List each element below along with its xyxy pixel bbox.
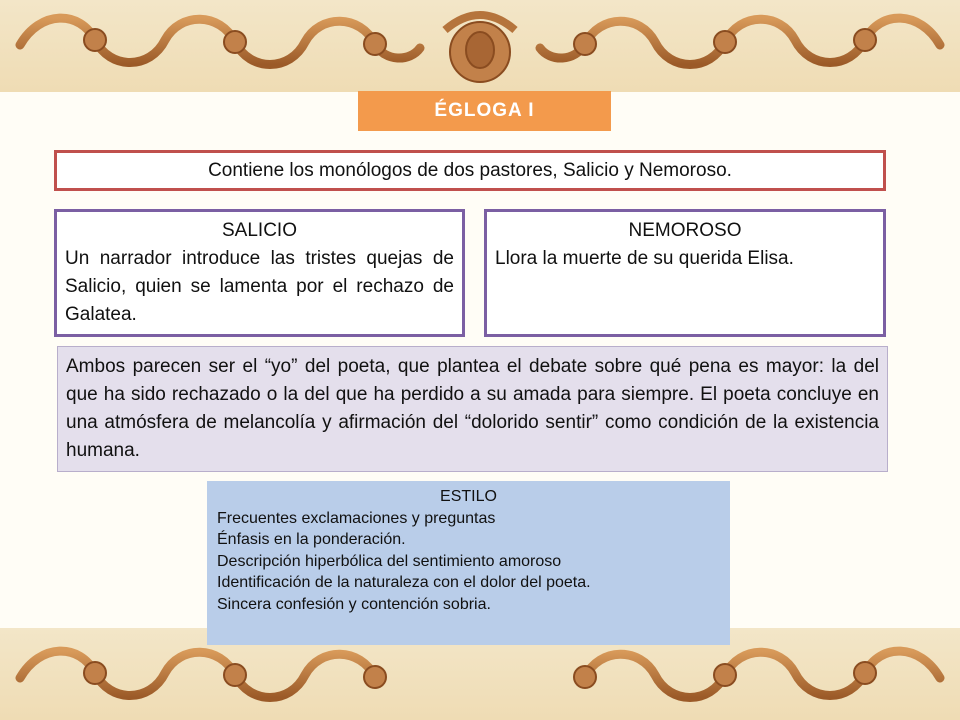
both-poet-box: Ambos parecen ser el “yo” del poeta, que plantea el debate sobre qué pena es mayor: la del que ha sido rechazado o la del que ha perdido a su amada para siempre. El poeta concluye en una atmósfera de melancolía y afirmación del “dolorido sentir” como condición de la existencia humana. — [57, 346, 888, 472]
estilo-item: Identificación de la naturaleza con el dolor del poeta. — [217, 574, 591, 591]
nemoroso-box — [484, 209, 886, 337]
salicio-box — [54, 209, 465, 337]
summary-box — [54, 150, 886, 191]
carved-scroll-ornament-icon — [0, 0, 960, 92]
salicio-text: Un narrador introduce las tristes quejas de Salicio, quien se lamenta por el rechazo de Galatea. — [65, 248, 454, 325]
top-ornamental-border — [0, 0, 960, 92]
estilo-heading: ESTILO — [440, 488, 497, 505]
nemoroso-heading: NEMOROSO — [628, 220, 742, 241]
estilo-item: Sincera confesión y contención sobria. — [217, 595, 491, 613]
estilo-item: Frecuentes exclamaciones y preguntas — [217, 509, 496, 527]
nemoroso-text: Llora la muerte de su querida Elisa. — [495, 248, 794, 269]
estilo-item: Descripción hiperbólica del sentimiento amoroso — [217, 552, 562, 570]
estilo-box — [207, 481, 730, 645]
slide-title: ÉGLOGA I — [358, 91, 611, 131]
summary-text: Contiene los monólogos de dos pastores, Salicio y Nemoroso. — [208, 159, 732, 181]
estilo-item: Énfasis en la ponderación. — [217, 531, 406, 548]
salicio-heading: SALICIO — [222, 220, 297, 241]
